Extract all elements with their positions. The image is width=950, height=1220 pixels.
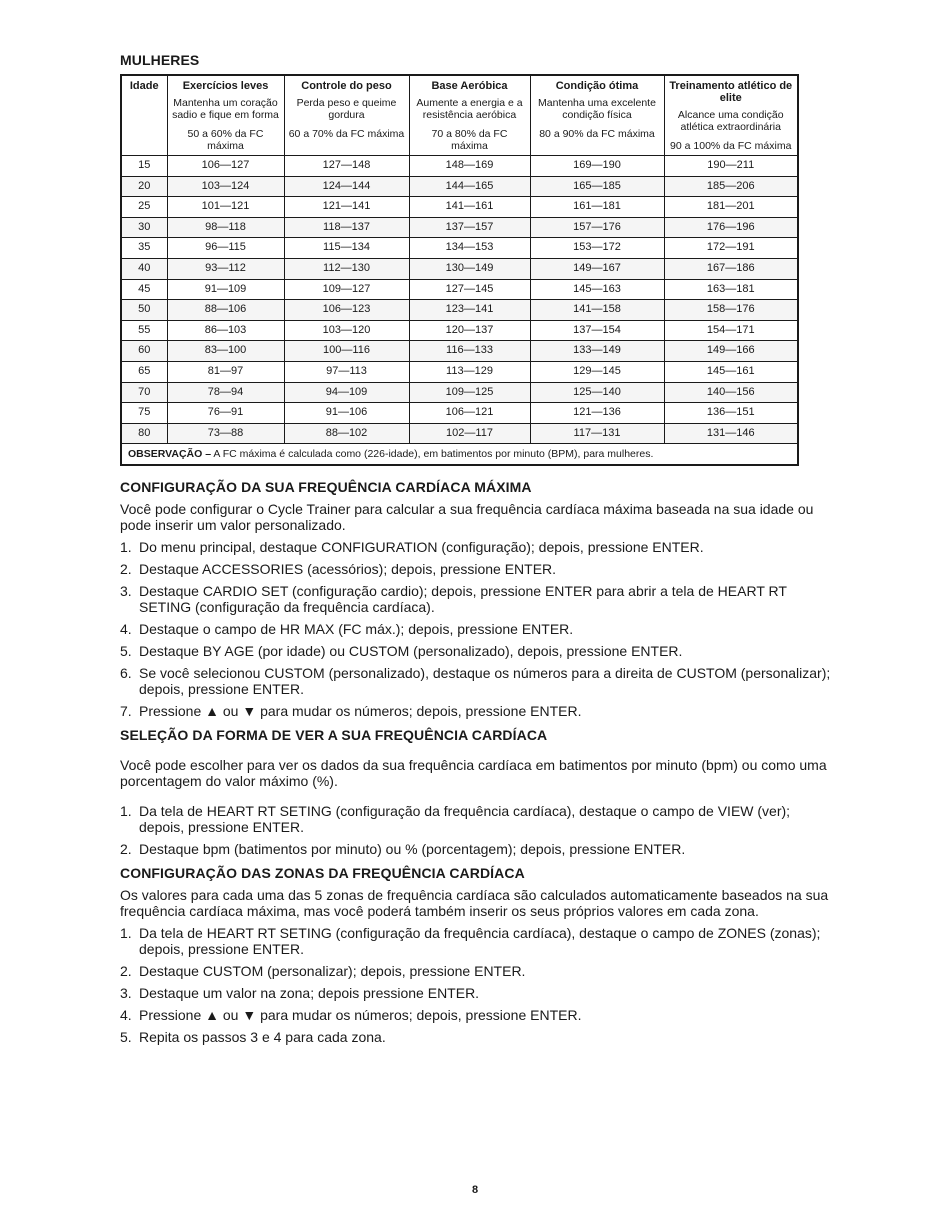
- heart-rate-range-cell: 106—121: [409, 403, 530, 424]
- heart-rate-range-cell: 91—109: [167, 279, 284, 300]
- section-1: [120, 479, 832, 719]
- column-title: Condição ótima: [555, 80, 639, 92]
- age-cell: 55: [121, 320, 167, 341]
- section-title: SELEÇÃO DA FORMA DE VER A SUA FREQUÊNCIA CARDÍACA: [120, 727, 548, 744]
- table-row: [121, 176, 798, 197]
- age-cell: 60: [121, 341, 167, 362]
- section-intro: Os valores para cada uma das 5 zonas de frequência cardíaca são calculados automaticamente baseados na sua frequência cardíaca máxima, mas você poderá também inserir os seus próprios valores em cada zona.: [120, 887, 829, 920]
- step-number: 5.: [120, 643, 132, 660]
- age-cell: 30: [121, 217, 167, 238]
- heart-rate-range-cell: 153—172: [530, 238, 664, 259]
- heart-rate-table: [120, 74, 799, 466]
- column-description: Alcance uma condição atlética extraordinária: [677, 109, 784, 133]
- step-number: 4.: [120, 621, 132, 638]
- steps-list: [120, 925, 832, 1045]
- heart-rate-range-cell: 149—167: [530, 258, 664, 279]
- table-row: [121, 258, 798, 279]
- table-row: [121, 217, 798, 238]
- step-number: 1.: [120, 803, 132, 820]
- table-row: [121, 300, 798, 321]
- step-text: Destaque o campo de HR MAX (FC máx.); depois, pressione ENTER.: [139, 621, 574, 638]
- step-text: Destaque BY AGE (por idade) ou CUSTOM (personalizado), depois, pressione ENTER.: [139, 643, 683, 660]
- step-text: Do menu principal, destaque CONFIGURATION (configuração); depois, pressione ENTER.: [139, 539, 704, 556]
- heart-rate-range-cell: 116—133: [409, 341, 530, 362]
- heart-rate-range-cell: 100—116: [284, 341, 409, 362]
- heart-rate-range-cell: 163—181: [664, 279, 798, 300]
- heart-rate-range-cell: 145—163: [530, 279, 664, 300]
- step-item: [120, 583, 832, 615]
- column-header-4: [530, 75, 664, 156]
- heart-rate-range-cell: 121—136: [530, 403, 664, 424]
- heart-rate-range-cell: 181—201: [664, 197, 798, 218]
- column-header-0: [121, 75, 167, 156]
- page-number: 8: [471, 1184, 479, 1196]
- step-item: [120, 925, 832, 957]
- step-text: Pressione ▲ ou ▼ para mudar os números; depois, pressione ENTER.: [139, 1007, 582, 1024]
- step-text: Destaque CARDIO SET (configuração cardio); depois, pressione ENTER para abrir a tela de HEART RT SETING (configuração da frequência cardíaca).: [139, 583, 787, 616]
- step-item: [120, 985, 832, 1001]
- heart-rate-range-cell: 161—181: [530, 197, 664, 218]
- column-percentage: 80 a 90% da FC máxima: [539, 128, 655, 140]
- step-number: 1.: [120, 539, 132, 556]
- heart-rate-range-cell: 109—127: [284, 279, 409, 300]
- note-text: A FC máxima é calculada como (226-idade), em batimentos por minuto (BPM), para mulheres.: [211, 448, 654, 461]
- step-number: 3.: [120, 985, 132, 1002]
- heart-rate-range-cell: 97—113: [284, 361, 409, 382]
- step-text: Destaque ACCESSORIES (acessórios); depois, pressione ENTER.: [139, 561, 557, 578]
- heart-rate-range-cell: 117—131: [530, 423, 664, 444]
- note-label: OBSERVAÇÃO –: [128, 448, 212, 461]
- heart-rate-range-cell: 103—124: [167, 176, 284, 197]
- column-title: Controle do peso: [301, 80, 392, 92]
- table-body: [121, 156, 798, 444]
- page-content: [120, 52, 832, 1051]
- table-row: [121, 320, 798, 341]
- table-row: [121, 403, 798, 424]
- heart-rate-range-cell: 93—112: [167, 258, 284, 279]
- column-description: Aumente a energia e a resistência aeróbica: [416, 97, 523, 121]
- heart-rate-range-cell: 101—121: [167, 197, 284, 218]
- section-title: CONFIGURAÇÃO DAS ZONAS DA FREQUÊNCIA CARDÍACA: [120, 865, 525, 882]
- heart-rate-range-cell: 88—106: [167, 300, 284, 321]
- heart-rate-range-cell: 73—88: [167, 423, 284, 444]
- heart-rate-range-cell: 109—125: [409, 382, 530, 403]
- heart-rate-range-cell: 141—158: [530, 300, 664, 321]
- table-row: [121, 238, 798, 259]
- column-header-3: [409, 75, 530, 156]
- heart-rate-range-cell: 121—141: [284, 197, 409, 218]
- heart-rate-range-cell: 112—130: [284, 258, 409, 279]
- section-intro: Você pode escolher para ver os dados da sua frequência cardíaca em batimentos por minuto (bpm) ou como uma porcentagem do valor máximo (%).: [120, 757, 827, 790]
- heart-rate-range-cell: 141—161: [409, 197, 530, 218]
- step-item: [120, 665, 832, 697]
- column-percentage: 60 a 70% da FC máxima: [288, 128, 405, 140]
- heart-rate-range-cell: 137—157: [409, 217, 530, 238]
- age-cell: 65: [121, 361, 167, 382]
- step-item: [120, 963, 832, 979]
- heart-rate-range-cell: 145—161: [664, 361, 798, 382]
- step-item: [120, 539, 832, 555]
- step-number: 2.: [120, 963, 132, 980]
- heart-rate-range-cell: 133—149: [530, 341, 664, 362]
- steps-list: [120, 539, 832, 719]
- step-number: 5.: [120, 1029, 132, 1046]
- heart-rate-range-cell: 81—97: [167, 361, 284, 382]
- heart-rate-range-cell: 96—115: [167, 238, 284, 259]
- age-cell: 75: [121, 403, 167, 424]
- heart-rate-range-cell: 190—211: [664, 156, 798, 177]
- table-title: MULHERES: [120, 52, 200, 68]
- column-title: Idade: [129, 80, 159, 92]
- heart-rate-range-cell: 102—117: [409, 423, 530, 444]
- step-item: [120, 841, 832, 857]
- table-row: [121, 156, 798, 177]
- instruction-sections: [120, 479, 832, 1045]
- age-cell: 50: [121, 300, 167, 321]
- heart-rate-range-cell: 157—176: [530, 217, 664, 238]
- heart-rate-range-cell: 123—141: [409, 300, 530, 321]
- heart-rate-range-cell: 172—191: [664, 238, 798, 259]
- age-cell: 45: [121, 279, 167, 300]
- age-cell: 40: [121, 258, 167, 279]
- heart-rate-range-cell: 136—151: [664, 403, 798, 424]
- step-item: [120, 561, 832, 577]
- step-item: [120, 621, 832, 637]
- step-number: 7.: [120, 703, 132, 720]
- table-row: [121, 382, 798, 403]
- table-note-row: [121, 444, 798, 466]
- column-percentage: 50 a 60% da FC máxima: [187, 128, 264, 152]
- column-percentage: 70 a 80% da FC máxima: [431, 128, 508, 152]
- heart-rate-range-cell: 98—118: [167, 217, 284, 238]
- heart-rate-range-cell: 83—100: [167, 341, 284, 362]
- column-description: Perda peso e queime gordura: [296, 97, 397, 121]
- step-item: [120, 1007, 832, 1023]
- column-percentage: 90 a 100% da FC máxima: [670, 140, 792, 152]
- heart-rate-range-cell: 94—109: [284, 382, 409, 403]
- step-text: Da tela de HEART RT SETING (configuração da frequência cardíaca), destaque o campo de VIEW (ver); depois, pressione ENTER.: [139, 803, 791, 836]
- heart-rate-range-cell: 91—106: [284, 403, 409, 424]
- steps-list: [120, 803, 832, 857]
- step-text: Pressione ▲ ou ▼ para mudar os números; depois, pressione ENTER.: [139, 703, 582, 720]
- column-title: Treinamento atlético de elite: [669, 80, 793, 104]
- column-title: Base Aeróbica: [431, 80, 508, 92]
- heart-rate-range-cell: 120—137: [409, 320, 530, 341]
- heart-rate-range-cell: 158—176: [664, 300, 798, 321]
- step-text: Repita os passos 3 e 4 para cada zona.: [139, 1029, 386, 1046]
- table-row: [121, 197, 798, 218]
- step-number: 2.: [120, 841, 132, 858]
- step-text: Destaque CUSTOM (personalizar); depois, pressione ENTER.: [139, 963, 526, 980]
- heart-rate-range-cell: 140—156: [664, 382, 798, 403]
- heart-rate-range-cell: 176—196: [664, 217, 798, 238]
- heart-rate-range-cell: 115—134: [284, 238, 409, 259]
- heart-rate-range-cell: 149—166: [664, 341, 798, 362]
- table-note: [121, 444, 798, 466]
- heart-rate-range-cell: 154—171: [664, 320, 798, 341]
- heart-rate-range-cell: 106—127: [167, 156, 284, 177]
- table-row: [121, 279, 798, 300]
- heart-rate-range-cell: 185—206: [664, 176, 798, 197]
- table-row: [121, 423, 798, 444]
- column-header-1: [167, 75, 284, 156]
- age-cell: 15: [121, 156, 167, 177]
- step-number: 3.: [120, 583, 132, 600]
- step-number: 1.: [120, 925, 132, 942]
- section-title: CONFIGURAÇÃO DA SUA FREQUÊNCIA CARDÍACA MÁXIMA: [120, 479, 532, 496]
- heart-rate-range-cell: 148—169: [409, 156, 530, 177]
- step-number: 6.: [120, 665, 132, 682]
- column-description: Mantenha um coração sadio e fique em forma: [172, 97, 279, 121]
- step-text: Da tela de HEART RT SETING (configuração da frequência cardíaca), destaque o campo de ZONES (zonas); depois, pressione ENTER.: [139, 925, 821, 958]
- heart-rate-range-cell: 130—149: [409, 258, 530, 279]
- heart-rate-range-cell: 131—146: [664, 423, 798, 444]
- heart-rate-range-cell: 88—102: [284, 423, 409, 444]
- table-row: [121, 361, 798, 382]
- section-intro: Você pode configurar o Cycle Trainer para calcular a sua frequência cardíaca máxima baseada na sua idade ou pode inserir um valor personalizado.: [120, 501, 814, 534]
- section-3: [120, 865, 832, 1045]
- section-2: [120, 727, 832, 857]
- heart-rate-range-cell: 137—154: [530, 320, 664, 341]
- heart-rate-range-cell: 78—94: [167, 382, 284, 403]
- age-cell: 80: [121, 423, 167, 444]
- heart-rate-range-cell: 165—185: [530, 176, 664, 197]
- step-text: Destaque bpm (batimentos por minuto) ou % (porcentagem); depois, pressione ENTER.: [139, 841, 686, 858]
- step-item: [120, 803, 832, 835]
- heart-rate-range-cell: 134—153: [409, 238, 530, 259]
- heart-rate-range-cell: 103—120: [284, 320, 409, 341]
- step-item: [120, 643, 832, 659]
- heart-rate-range-cell: 76—91: [167, 403, 284, 424]
- heart-rate-range-cell: 106—123: [284, 300, 409, 321]
- step-text: Destaque um valor na zona; depois pressione ENTER.: [139, 985, 480, 1002]
- column-description: Mantenha uma excelente condição física: [538, 97, 656, 121]
- age-cell: 20: [121, 176, 167, 197]
- heart-rate-range-cell: 113—129: [409, 361, 530, 382]
- column-title: Exercícios leves: [182, 80, 269, 92]
- heart-rate-range-cell: 129—145: [530, 361, 664, 382]
- age-cell: 25: [121, 197, 167, 218]
- heart-rate-range-cell: 124—144: [284, 176, 409, 197]
- column-header-2: [284, 75, 409, 156]
- column-header-5: [664, 75, 798, 156]
- age-cell: 35: [121, 238, 167, 259]
- heart-rate-range-cell: 127—148: [284, 156, 409, 177]
- age-cell: 70: [121, 382, 167, 403]
- step-text: Se você selecionou CUSTOM (personalizado), destaque os números para a direita de CUSTOM (personalizar); depois, pressione ENTER.: [139, 665, 831, 698]
- heart-rate-range-cell: 169—190: [530, 156, 664, 177]
- heart-rate-range-cell: 127—145: [409, 279, 530, 300]
- heart-rate-range-cell: 144—165: [409, 176, 530, 197]
- table-header-row: [121, 75, 798, 156]
- heart-rate-range-cell: 86—103: [167, 320, 284, 341]
- step-number: 2.: [120, 561, 132, 578]
- step-item: [120, 1029, 832, 1045]
- heart-rate-range-cell: 167—186: [664, 258, 798, 279]
- heart-rate-range-cell: 125—140: [530, 382, 664, 403]
- step-item: [120, 703, 832, 719]
- table-row: [121, 341, 798, 362]
- heart-rate-range-cell: 118—137: [284, 217, 409, 238]
- step-number: 4.: [120, 1007, 132, 1024]
